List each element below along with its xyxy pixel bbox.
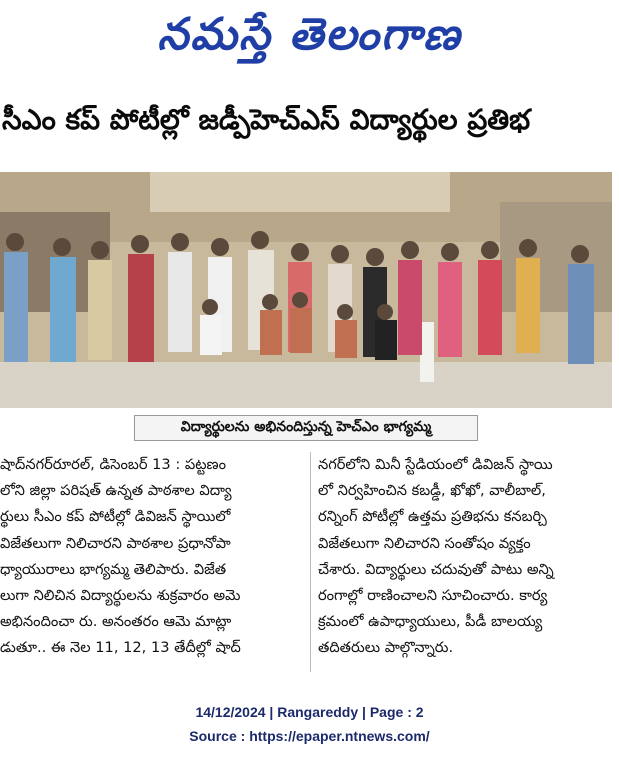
footer-source: Source : https://epaper.ntnews.com/ (189, 728, 430, 744)
article-line: లో నిర్వహించిన కబడ్డీ, ఖోఖో, వాలీబాల్, (318, 482, 546, 500)
article-line: తదితరులు పాల్గొన్నారు. (318, 639, 454, 657)
article-line: విజేతలుగా నిలిచారని సంతోషం వ్యక్తం (318, 534, 531, 552)
group-photo-illustration (0, 172, 612, 408)
article-line: షాద్‌నగర్‌రూరల్, డిసెంబర్ 13 : పట్టణం (0, 456, 226, 473)
article-headline (0, 86, 619, 160)
article-line: డుతూ.. ఈ నెల 11, 12, 13 తేదీల్లో షాద్ (0, 639, 241, 657)
newspaper-masthead (0, 0, 619, 80)
article-line: రన్నింగ్ పోటీల్లో ఉత్తమ ప్రతిభను కనబర్చి (318, 508, 547, 526)
masthead-title: నమస్తే తెలంగాణ (157, 9, 462, 60)
headline-text: సీఎం కప్ పోటీల్లో జడ్పీహెచ్ఎస్ విద్యార్థుల ప్రతిభ (2, 103, 531, 136)
article-line: లోని జిల్లా పరిషత్ ఉన్నత పాఠశాల విద్యా (0, 482, 232, 500)
article-line: విజేతలుగా నిలిచారని పాఠశాల ప్రధానోపా (0, 534, 231, 552)
article-line: ర్థులు సీఎం కప్ పోటీల్లో డివిజన్ స్థాయిలో (0, 508, 231, 526)
article-line: క్రమంలో ఉపాధ్యాయులు, పీడీ బాలయ్య (318, 613, 543, 631)
article-line: ధ్యాయురాలు భాగ్యమ్మ తెలిపారు. విజేత (0, 560, 227, 578)
news-photo (0, 172, 612, 408)
article-column-right (318, 452, 616, 662)
article-line: నగర్‌లోని మినీ స్టేడియంలో డివిజన్ స్థాయి (318, 456, 553, 473)
article-column-left (0, 452, 304, 662)
column-divider (310, 452, 311, 672)
footer-date-page: 14/12/2024 | Rangareddy | Page : 2 (195, 704, 424, 720)
article-line: లుగా నిలిచిన విద్యార్థులను శుక్రవారం అమె (0, 586, 241, 604)
photo-caption (134, 415, 478, 441)
article-line: అభినందించా రు. అనంతరం ఆమె మాట్లా (0, 613, 232, 631)
article-line: చేశారు. విద్యార్థులు చదువుతో పాటు అన్ని (318, 560, 554, 578)
caption-text: విద్యార్థులను అభినందిస్తున్న హెచ్ఎం భాగ్యమ్మ (180, 418, 432, 435)
article-line: రంగాల్లో రాణించాలని సూచించారు. కార్య (318, 586, 548, 604)
